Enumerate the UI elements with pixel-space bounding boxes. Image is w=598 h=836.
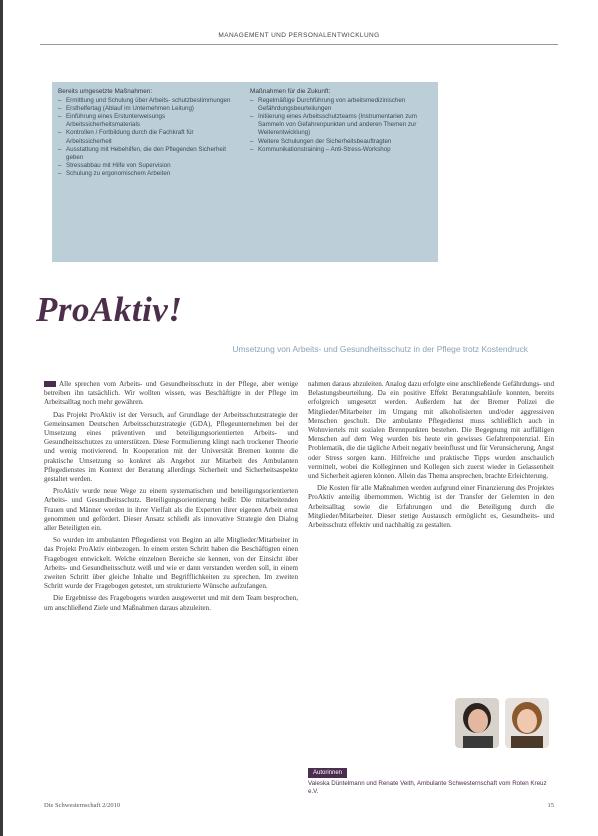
measures-future-title: Maßnahmen für die Zukunft: bbox=[250, 88, 331, 95]
measure-item: – Initiierung eines Arbeitsschutzteams (Instrumentarien zum Sammeln von Gefahrenpunkten und anderen Themen zur Weiterentwicklung) bbox=[250, 113, 430, 137]
measure-item: – Kontrollen / Fortbildung durch die Fachkraft für Arbeitssicherheit bbox=[58, 129, 238, 145]
measure-item: – Ausstattung mit Hebehilfen, die den Pflegenden Sicherheit geben bbox=[58, 146, 238, 162]
author-photo bbox=[505, 698, 549, 748]
page-number: 15 bbox=[547, 802, 554, 809]
measure-item: – Einführung eines Erstunterweisungs Arbeitssicherheitsmaterials bbox=[58, 113, 238, 129]
article-column-left bbox=[44, 380, 298, 616]
paragraph: Die Kosten für alle Maßnahmen werden aufgrund einer Finanzierung des Projektes ProAktiv anteilig übernommen. Wichtig ist der Transfer der Gelernten in den Arbeitsalltag sowie die Erfahrungen und die Beteiligung durch die Mitglieder/Mitarbeiter. Dieser stetige Austausch ermöglicht es, Gesundheits- und Arbeitsschutz effektiv und nachhaltig zu gestalten. bbox=[308, 484, 554, 530]
paragraph: nahmen daraus abzuleiten. Analog dazu erfolgte eine anschließende Gefährdungs- und Belastungsbeurteilung. Da ein positive Effekt Beratungsabläufe konnten, bereits erfolgreich umgesetzt werden. Außerdem hat der Bremer Polizei die Mitglieder/Mitarbeiter im Umgang mit alkoholisierten und/oder aggressiven Menschen geschult. Die ambulante Pflegedienst muss schließlich auch in Wohnviertels mit sozialen Brennpunkten bestehen. Die Begegnung mit auffälligen Menschen auf dem Weg wurden bis heute ein gewisses Gefahrenpotenzial. Ein Problematik, die die tägliche Arbeit negativ beeinflusst und für Verunsicherung, Angst oder Stress sorgen kann. Hilfreiche und praktische Tipps wurden anschaulich vermittelt, wobei die Kolleginnen und Kollegen sich zuerst wieder in Gelassenheit und Sicherheit agieren können. Allein das Thema ansprechen, brachte Erleichterung. bbox=[308, 380, 554, 481]
article-title: ProAktiv! bbox=[36, 290, 183, 329]
measure-item: – Kommunikationstraining – Anti-Stress-Workshop bbox=[250, 146, 430, 154]
authors-caption: Valeska Düntelmann und Renate Veith, Ambulante Schwesternschaft vom Roten Kreuz e.V. bbox=[308, 780, 547, 795]
measure-item: – Schulung zu ergonomischem Arbeiten bbox=[58, 170, 238, 178]
paragraph: Das Projekt ProAktiv ist der Versuch, auf Grundlage der Arbeitsschutzstrategie der Gemeinsamen Deutschen Arbeitsschutzstrategie (GDA), Pflegeunternehmen bei der Umsetzung eines präventiven und beteiligungsorientierten Arbeits- und Gesundheitsschutzes zu unterstützen. Diese Formulierung klingt nach trockener Theorie und wenig motivierend. In Kooperation mit der Universität Bremen konnte die praktische Umsetzung so konkret als Angebot zur Mitarbeit des Ambulanten Pflegedienstes im Kontext der Beratung allerdings Sicherheit und Sicherheitsaspekte gestaltet werden. bbox=[44, 410, 298, 484]
header-rule bbox=[40, 44, 558, 45]
measure-item: – Ermittlung und Schulung über Arbeits- schutzbestimmungen bbox=[58, 97, 238, 105]
paragraph: So wurden im ambulanten Pflegedienst von Beginn an alle Mitglieder/Mitarbeiter in das Projekt ProAktiv einbezogen. In einem ersten Schritt haben die Beschäftigten einen Fragebogen entwickelt. Welche einzelnen Bereiche sie kennen, von der Einsicht über Arbeits- und Gesundheitsschutz weiß und wie er dann verstanden werden soll, in einem zweiten Schritt über gleiche Inhalte und Begrifflichkeiten zu sprechen. Im zweiten Schritt wurde der Fragebogen getestet, um strukturierte Wünsche aufzufangen. bbox=[44, 536, 298, 591]
measures-implemented bbox=[58, 88, 238, 178]
article-subtitle: Umsetzung von Arbeits- und Gesundheitsschutz in der Pflege trotz Kostendruck bbox=[232, 344, 528, 354]
paragraph bbox=[44, 380, 298, 408]
measure-item: – Weitere Schulungen der Sicherheitsbeauftragten bbox=[250, 138, 430, 146]
measure-item: – Regelmäßige Durchführung von arbeitsmedizinischen Gefährdungsbeurteilungen bbox=[250, 97, 430, 113]
author-photo bbox=[455, 698, 499, 748]
measure-item: – Ersthelfertag (Ablauf im Unternehmen Leitung) bbox=[58, 105, 238, 113]
paragraph-text: Alle sprechen vom Arbeits- und Gesundheitsschutz in der Pflege, aber wenige betreiben ihn tatsächlich. Wir wollten wissen, was Beschäftigte in der Pflege im Arbeitsalltag noch mehr gewähren. bbox=[44, 380, 298, 407]
measures-future bbox=[250, 88, 430, 154]
paragraph-marker-icon bbox=[44, 381, 56, 387]
authors-tag: Autorinnen bbox=[308, 768, 347, 778]
page-binding-edge bbox=[0, 0, 3, 836]
measures-implemented-title: Bereits umgesetzte Maßnahmen: bbox=[58, 88, 153, 95]
measure-item: – Stressabbau mit Hilfe von Supervision bbox=[58, 162, 238, 170]
paragraph: ProAktiv wurde neue Wege zu einem systematischen und beteiligungsorientierten Arbeits- und Gesundheitsschutz. Beteiligungsorientierung heißt: Die mitarbeitenden Frauen und Männer werden in ihrer Vielfalt als die Experten ihrer eigenen Arbeit ernst genommen und gefördert. Dieser Ansatz schließt als innovative Strategie den Dialog aller Beteiligten ein. bbox=[44, 487, 298, 533]
section-header: MANAGEMENT UND PERSONALENTWICKLUNG bbox=[218, 32, 380, 39]
paragraph: Die Ergebnisse des Fragebogens wurden ausgewertet und mit dem Team besprochen, um anschließend Ziele und Maßnahmen daraus abzuleiten. bbox=[44, 594, 298, 612]
article-column-right bbox=[308, 380, 554, 533]
footer-publication: Die Schwesternschaft 2/2010 bbox=[44, 802, 121, 809]
measures-box bbox=[52, 82, 438, 262]
